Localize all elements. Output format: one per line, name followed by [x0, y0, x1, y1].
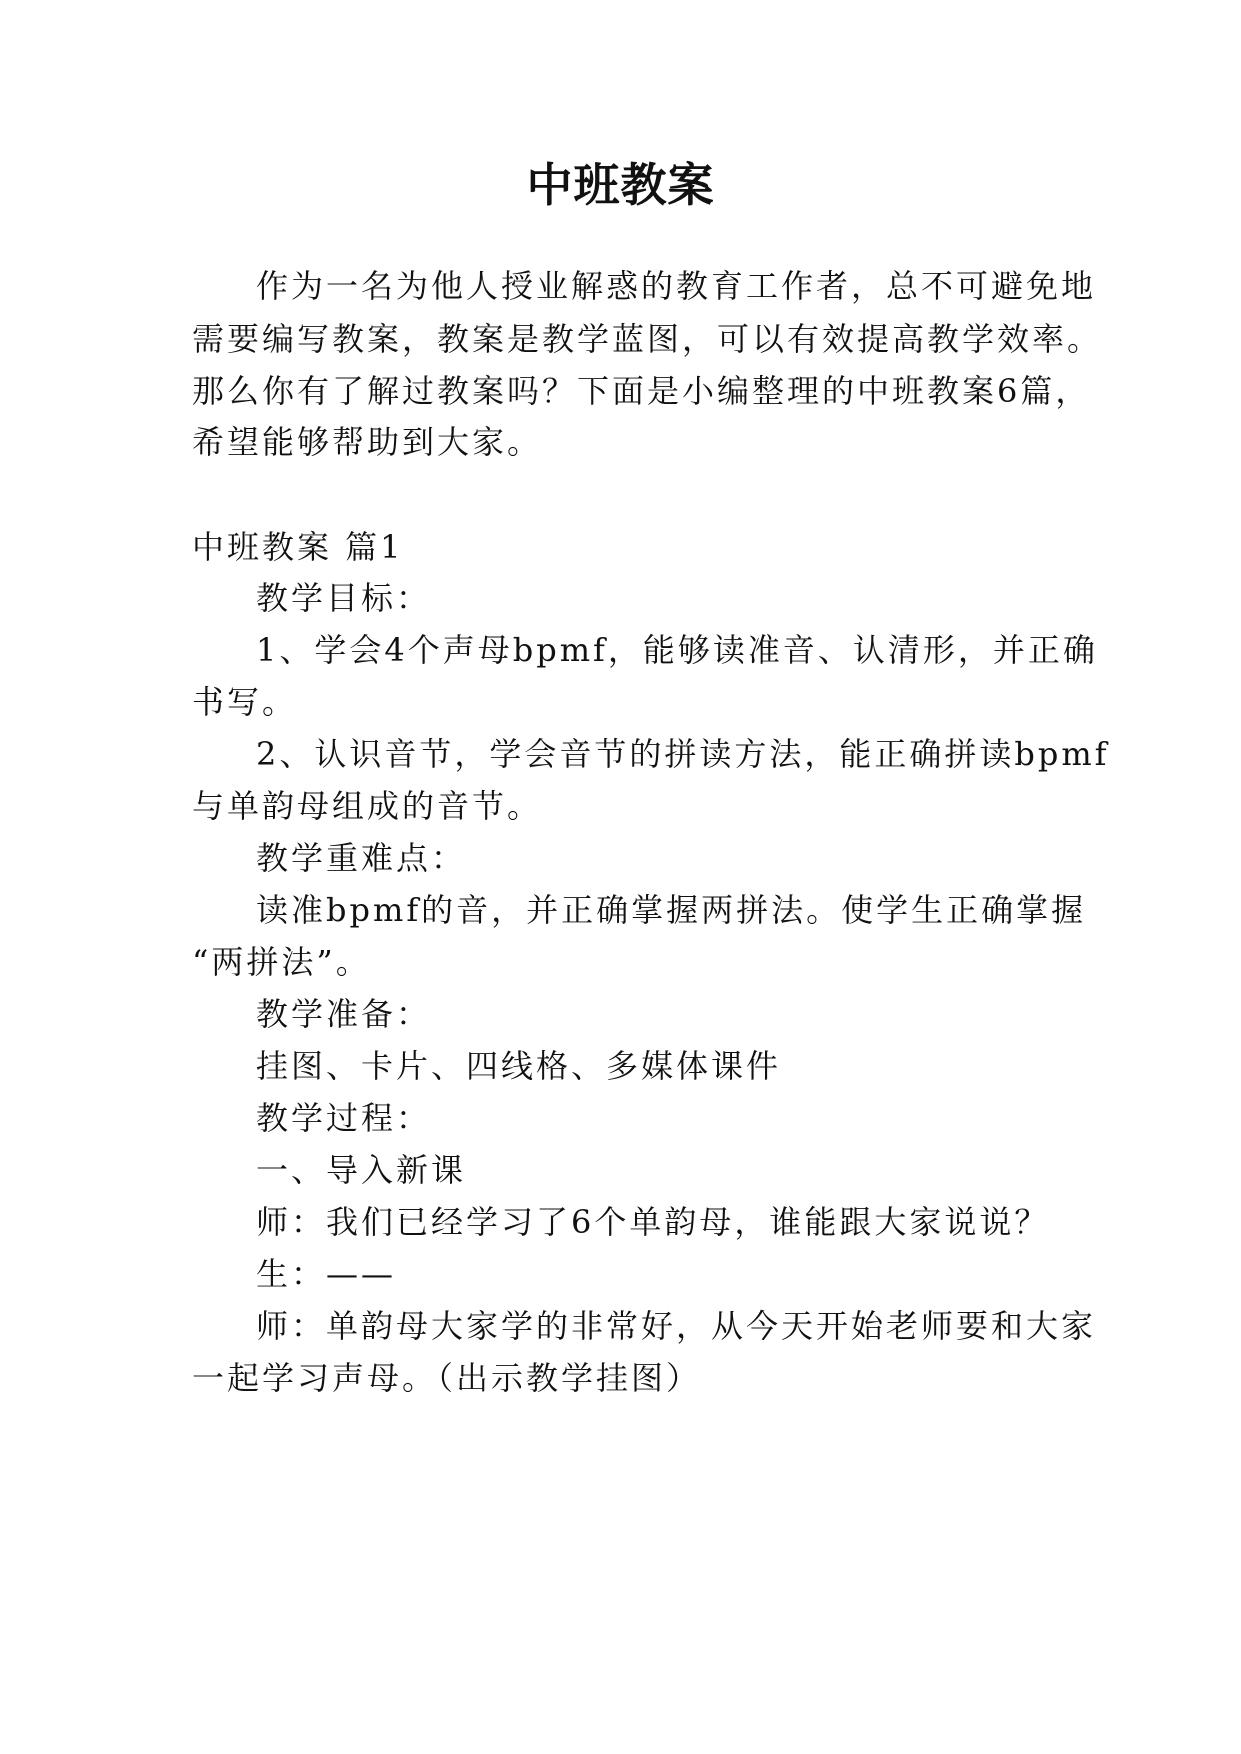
body-line: 教学准备：	[256, 995, 432, 1033]
intro-paragraph-line: 需要编写教案，教案是教学蓝图，可以有效提高教学效率。	[192, 320, 1103, 358]
body-line: 师：我们已经学习了6个单韵母，谁能跟大家说说？	[256, 1203, 1050, 1241]
body-line: 教学过程：	[256, 1099, 432, 1137]
section-heading: 中班教案 篇1	[192, 528, 404, 566]
body-line: 生：——	[256, 1255, 397, 1293]
document-title: 中班教案	[526, 158, 715, 212]
intro-paragraph-line: 希望能够帮助到大家。	[192, 423, 543, 461]
body-line: 挂图、卡片、四线格、多媒体课件	[256, 1047, 782, 1085]
body-line: 师：单韵母大家学的非常好，从今天开始老师要和大家	[256, 1307, 1097, 1345]
body-line: 教学重难点：	[256, 839, 467, 877]
body-line: “两拼法”。	[192, 943, 371, 981]
body-line: 一、导入新课	[256, 1151, 467, 1189]
intro-paragraph-line: 作为一名为他人授业解惑的教育工作者，总不可避免地	[256, 267, 1097, 305]
body-line: 与单韵母组成的音节。	[192, 787, 543, 825]
body-line: 书写。	[192, 683, 298, 721]
intro-paragraph-line: 那么你有了解过教案吗？下面是小编整理的中班教案6篇，	[192, 372, 1091, 410]
body-line: 教学目标：	[256, 579, 432, 617]
body-line: 1、学会4个声母bpmf，能够读准音、认清形，并正确	[256, 631, 1098, 669]
body-line: 2、认识音节，学会音节的拼读方法，能正确拼读bpmf	[256, 735, 1110, 773]
body-line: 读准bpmf的音，并正确掌握两拼法。使学生正确掌握	[256, 891, 1087, 929]
body-line: 一起学习声母。（出示教学挂图）	[192, 1359, 702, 1397]
